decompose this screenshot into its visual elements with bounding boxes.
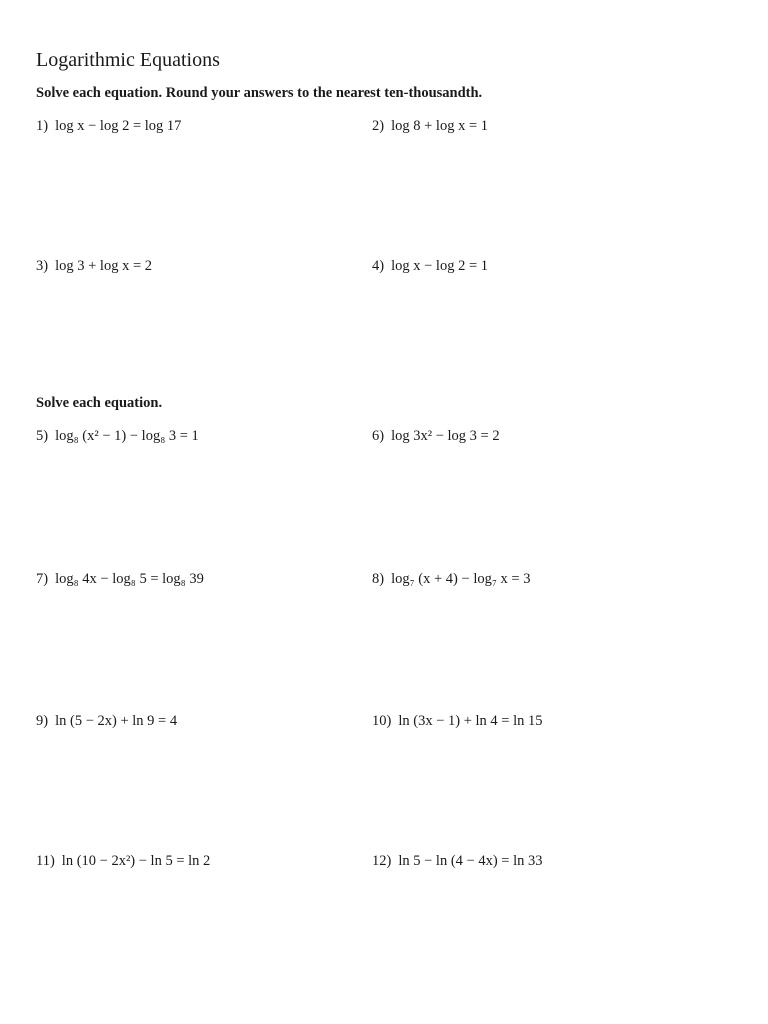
instructions-rounding: Solve each equation. Round your answers to the nearest ten-thousandth.: [36, 85, 483, 101]
worksheet-title: Logarithmic Equations: [36, 49, 220, 71]
problem-equation: ln (5 − 2x) + ln 9 = 4: [55, 713, 178, 729]
problem-equation: ln 5 − ln (4 − 4x) = ln 33: [398, 853, 543, 869]
problem-number: 7): [36, 571, 49, 587]
problem-number: 10): [372, 713, 392, 729]
problem-12: [372, 853, 543, 870]
problem-3: [36, 258, 152, 275]
problem-number: 2): [372, 118, 385, 134]
problem-equation: log x − log 2 = log 17: [55, 118, 182, 134]
problem-equation: log₈ 4x − log₈ 5 = log₈ 39: [55, 571, 204, 587]
problem-7: [36, 571, 204, 588]
problem-10: [372, 713, 543, 730]
problem-number: 12): [372, 853, 392, 869]
problem-equation: log₈ (x² − 1) − log₈ 3 = 1: [55, 428, 199, 444]
problem-11: [36, 853, 210, 870]
problem-number: 8): [372, 571, 385, 587]
problem-equation: log x − log 2 = 1: [391, 258, 489, 274]
problem-8: [372, 571, 530, 588]
problem-number: 1): [36, 118, 49, 134]
problem-9: [36, 713, 177, 730]
problem-equation: log 3 + log x = 2: [55, 258, 153, 274]
problem-5: [36, 428, 199, 445]
problem-6: [372, 428, 500, 445]
instructions-solve: Solve each equation.: [36, 395, 163, 411]
problem-number: 11): [36, 853, 55, 869]
problem-equation: log 8 + log x = 1: [391, 118, 489, 134]
problem-equation: ln (10 − 2x²) − ln 5 = ln 2: [61, 853, 211, 869]
problem-number: 6): [372, 428, 385, 444]
problem-number: 3): [36, 258, 49, 274]
problem-number: 4): [372, 258, 385, 274]
problem-number: 9): [36, 713, 49, 729]
problem-1: [36, 118, 181, 135]
problem-equation: log₇ (x + 4) − log₇ x = 3: [391, 571, 531, 587]
problem-number: 5): [36, 428, 49, 444]
problem-equation: log 3x² − log 3 = 2: [391, 428, 500, 444]
problem-equation: ln (3x − 1) + ln 4 = ln 15: [398, 713, 543, 729]
problem-4: [372, 258, 488, 275]
problem-2: [372, 118, 488, 135]
